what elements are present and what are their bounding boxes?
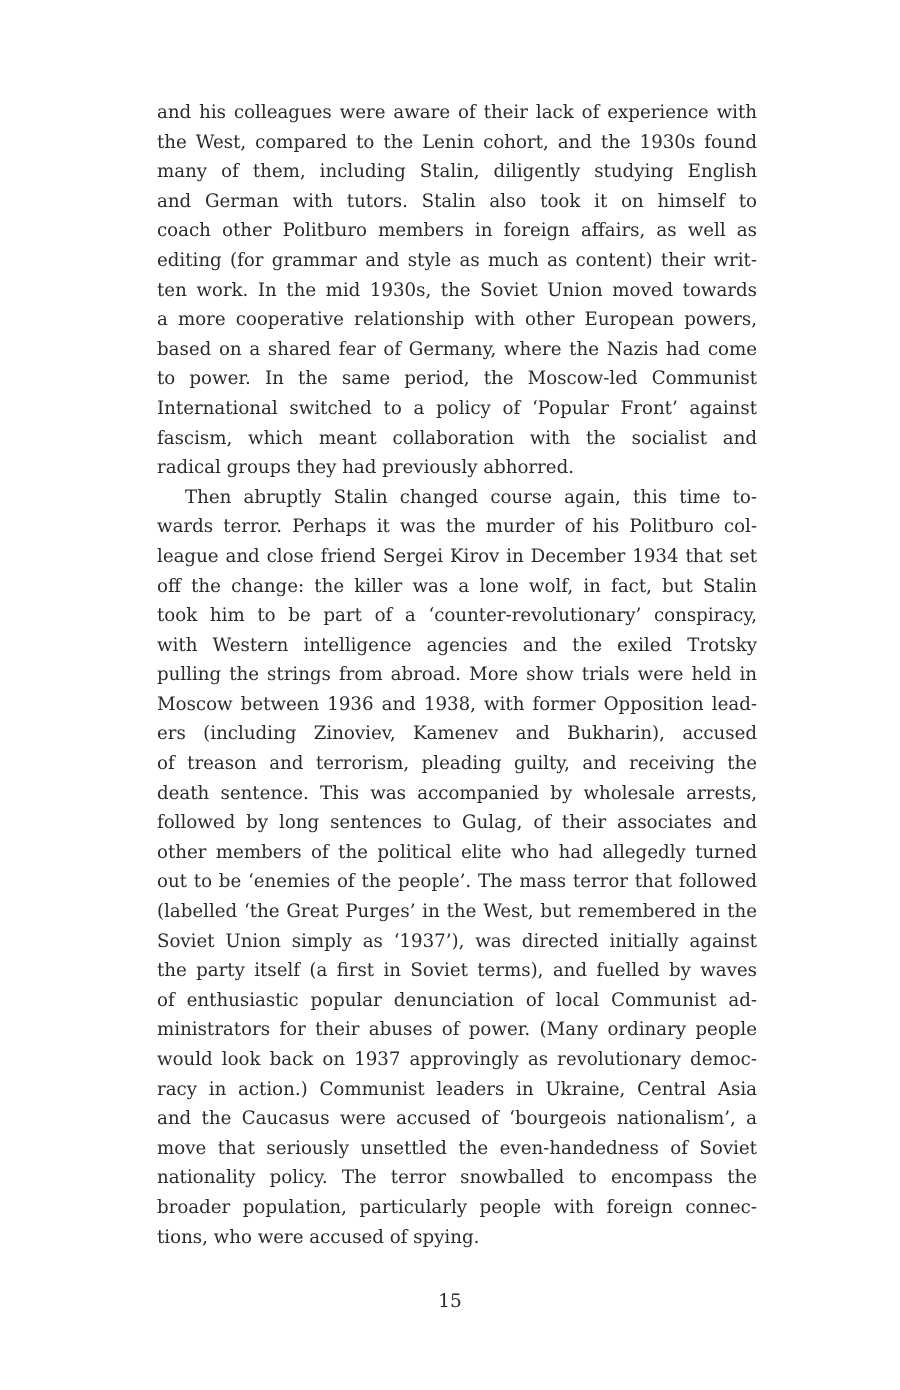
- text-line: the West, compared to the Lenin cohort, and the 1930s found: [157, 131, 757, 153]
- text-line: based on a shared fear of Germany, where the Nazis had come: [157, 338, 757, 360]
- text-line: fascism, which meant collaboration with the socialist and: [157, 427, 757, 449]
- text-line: other members of the political elite who had allegedly turned: [157, 841, 757, 863]
- text-line: to power. In the same period, the Moscow-led Communist: [157, 368, 757, 390]
- text-line: ten work. In the mid 1930s, the Soviet Union moved towards: [157, 279, 757, 301]
- text-line: death sentence. This was accompanied by wholesale arrests,: [157, 782, 757, 804]
- text-line: radical groups they had previously abhorred.: [157, 457, 574, 479]
- text-line: tions, who were accused of spying.: [157, 1226, 480, 1248]
- text-line: many of them, including Stalin, diligently studying English: [157, 161, 757, 183]
- text-line: (labelled ‘the Great Purges’ in the West, but remembered in the: [157, 901, 757, 923]
- body-text: [157, 98, 757, 1252]
- text-line: coach other Politburo members in foreign affairs, as well as: [157, 220, 757, 242]
- text-line: ministrators for their abuses of power. (Many ordinary people: [157, 1019, 757, 1041]
- text-line: and his colleagues were aware of their lack of experience with: [157, 102, 757, 123]
- text-line: broader population, particularly people with foreign connec-: [157, 1196, 757, 1218]
- text-line: move that seriously unsettled the even-handedness of Soviet: [157, 1137, 757, 1159]
- text-line: took him to be part of a ‘counter-revolutionary’ conspiracy,: [157, 605, 757, 627]
- text-line: nationality policy. The terror snowballed to encompass the: [157, 1167, 757, 1189]
- text-line: Soviet Union simply as ‘1937’), was directed initially against: [157, 930, 757, 952]
- text-line: out to be ‘enemies of the people’. The mass terror that followed: [157, 871, 757, 893]
- text-line: of enthusiastic popular denunciation of local Communist ad-: [157, 989, 757, 1011]
- text-line: the party itself (a first in Soviet terms), and fuelled by waves: [157, 960, 757, 982]
- text-line: a more cooperative relationship with other European powers,: [157, 309, 757, 331]
- text-line: wards terror. Perhaps it was the murder of his Politburo col-: [157, 516, 757, 538]
- paragraph-1: [157, 98, 757, 483]
- text-line: ers (including Zinoviev, Kamenev and Bukharin), accused: [157, 723, 757, 745]
- text-line: pulling the strings from abroad. More show trials were held in: [157, 664, 757, 686]
- text-line: off the change: the killer was a lone wolf, in fact, but Stalin: [157, 575, 757, 597]
- text-line: Moscow between 1936 and 1938, with former Opposition lead-: [157, 693, 757, 715]
- paragraph-2: [157, 483, 757, 1252]
- text-line: racy in action.) Communist leaders in Ukraine, Central Asia: [157, 1078, 757, 1100]
- text-line: International switched to a policy of ‘Popular Front’ against: [157, 397, 757, 419]
- text-line: followed by long sentences to Gulag, of their associates and: [157, 812, 757, 834]
- text-line: league and close friend Sergei Kirov in December 1934 that set: [157, 545, 757, 567]
- text-line: of treason and terrorism, pleading guilty, and receiving the: [157, 753, 757, 775]
- text-line: Then abruptly Stalin changed course again, this time to-: [185, 486, 757, 508]
- page-number: 15: [438, 1291, 462, 1312]
- text-line: would look back on 1937 approvingly as revolutionary democ-: [157, 1049, 757, 1070]
- text-line: with Western intelligence agencies and the exiled Trotsky: [157, 634, 757, 656]
- text-line: and German with tutors. Stalin also took it on himself to: [157, 190, 757, 212]
- text-line: editing (for grammar and style as much as content) their writ-: [157, 249, 757, 271]
- text-line: and the Caucasus were accused of ‘bourgeois nationalism’, a: [157, 1108, 757, 1130]
